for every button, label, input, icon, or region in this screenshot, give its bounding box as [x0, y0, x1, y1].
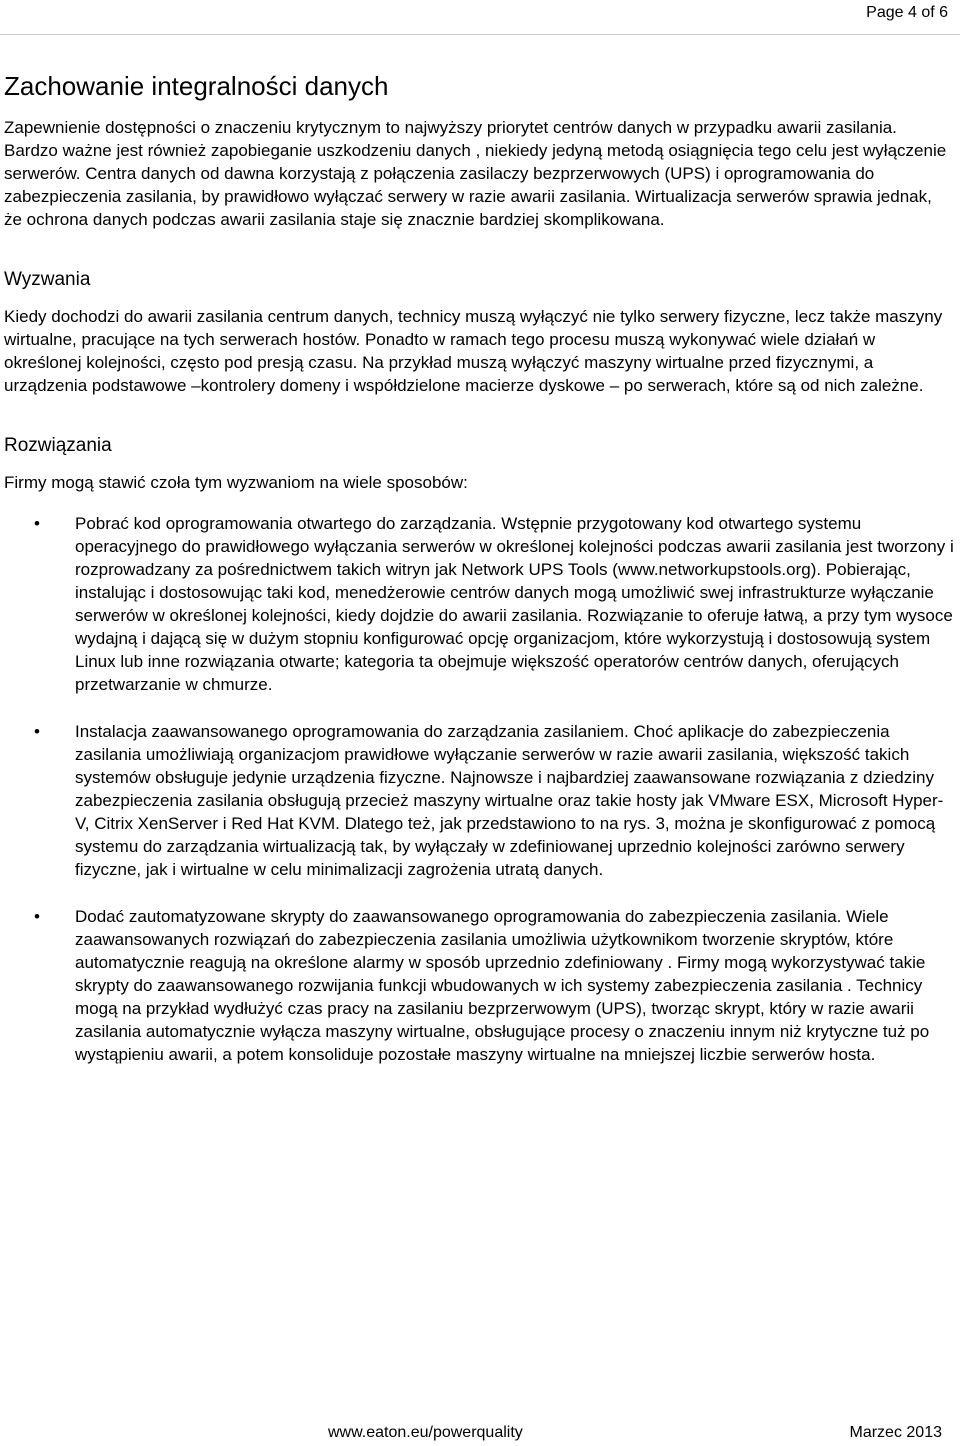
challenges-paragraph: Kiedy dochodzi do awarii zasilania centrum danych, technicy muszą wyłączyć nie tylko serwery fizyczne, lecz także maszyny wirtualne, pracujące na tych serwerach hostów. Ponadto w ramach tego procesu muszą wykonywać wiele działań w określonej kolejności, często pod presją czasu. Na przykład muszą wyłączyć maszyny wirtualne przed fizycznymi, a urządzenia podstawowe –kontrolery domeny i współdzielone macierze dyskowe – po serwerach, które są od nich zależne.	[4, 307, 943, 395]
solutions-intro: Firmy mogą stawić czoła tym wyzwaniom na wiele sposobów:	[4, 473, 468, 492]
page-number: Page 4 of 6	[866, 4, 948, 21]
solutions-list	[4, 512, 954, 1066]
bullet-icon: •	[34, 514, 40, 533]
solution-item	[4, 720, 954, 881]
page-content	[4, 68, 954, 1090]
bullet-icon: •	[34, 907, 40, 926]
solutions-heading: Rozwiązania	[4, 435, 112, 456]
solution-text: Instalacja zaawansowanego oprogramowania do zarządzania zasilaniem. Choć aplikacje do zabezpieczenia zasilania umożliwiają organizacjom prawidłowe wyłączanie serwerów w razie awarii zasilania, większość takich systemów obsługuje jedynie urządzenia fizyczne. Najnowsze i najbardziej zaawansowane rozwiązania z dziedziny zabezpieczenia zasilania obsługują przecież maszyny wirtualne oraz takie hosty jak VMware ESX, Microsoft Hyper-V, Citrix XenServer i Red Hat KVM. Dlatego też, jak przedstawiono to na rys. 3, można je skonfigurować z pomocą systemu do zarządzania wirtualizacją tak, by wyłączały w zdefiniowanej uprzednio kolejności zarówno serwery fizyczne, jak i wirtualne w celu minimalizacji zagrożenia utratą danych.	[75, 722, 944, 879]
footer-url: www.eaton.eu/powerquality	[328, 1424, 523, 1441]
header-divider	[0, 34, 960, 35]
solution-text: Dodać zautomatyzowane skrypty do zaawansowanego oprogramowania do zabezpieczenia zasilania. Wiele zaawansowanych rozwiązań do zabezpieczenia zasilania umożliwia użytkownikom tworzenie skryptów, które automatycznie reagują na określone alarmy w sposób uprzednio zdefiniowany . Firmy mogą wykorzystywać takie skrypty do zaawansowanego rozwijania funkcji wbudowanych w ich systemy zabezpieczenia zasilania . Technicy mogą na przykład wydłużyć czas pracy na zasilaniu bezprzerwowym (UPS), tworząc skrypt, który w razie awarii zasilania automatycznie wyłącza maszyny wirtualne, obsługujące procesy o znaczeniu innym niż krytyczne tuż po wystąpieniu awarii, a potem konsoliduje pozostałe maszyny wirtualne na mniejszej liczbie serwerów hosta.	[75, 907, 930, 1064]
intro-paragraph: Zapewnienie dostępności o znaczeniu krytycznym to najwyższy priorytet centrów danych w przypadku awarii zasilania. Bardzo ważne jest również zapobieganie uszkodzeniu danych , niekiedy jedyną metodą osiągnięcia tego celu jest wyłączenie serwerów. Centra danych od dawna korzystają z połączenia zasilaczy bezprzerwowych (UPS) i oprogramowania do zabezpieczenia zasilania, by prawidłowo wyłączać serwery w razie awarii zasilania. Wirtualizacja serwerów sprawia jednak, że ochrona danych podczas awarii zasilania staje się znacznie bardziej skomplikowana.	[4, 118, 947, 229]
bullet-icon: •	[34, 722, 40, 741]
solution-item	[4, 905, 954, 1066]
challenges-heading: Wyzwania	[4, 269, 91, 290]
footer-date: Marzec 2013	[849, 1424, 942, 1441]
solution-item	[4, 512, 954, 696]
solution-text: Pobrać kod oprogramowania otwartego do zarządzania. Wstępnie przygotowany kod otwartego systemu operacyjnego do prawidłowego wyłączania serwerów w określonej kolejności podczas awarii zasilania jest tworzony i rozprowadzany za pośrednictwem takich witryn jak Network UPS Tools (www.networkupstools.org). Pobierając, instalując i dostosowując taki kod, menedżerowie centrów danych mogą umożliwić swej infrastrukturze wyłączanie serwerów w określonej kolejności, kiedy dojdzie do awarii zasilania. Rozwiązanie to oferuje łatwą, a przy tym wysoce wydajną i dającą się w dużym stopniu konfigurować opcję organizacjom, które wykorzystują i dostosowują system Linux lub inne rozwiązania otwarte; kategoria ta obejmuje większość operatorów centrów danych, oferujących przetwarzanie w chmurze.	[75, 514, 954, 694]
section-title: Zachowanie integralności danych	[4, 71, 389, 101]
